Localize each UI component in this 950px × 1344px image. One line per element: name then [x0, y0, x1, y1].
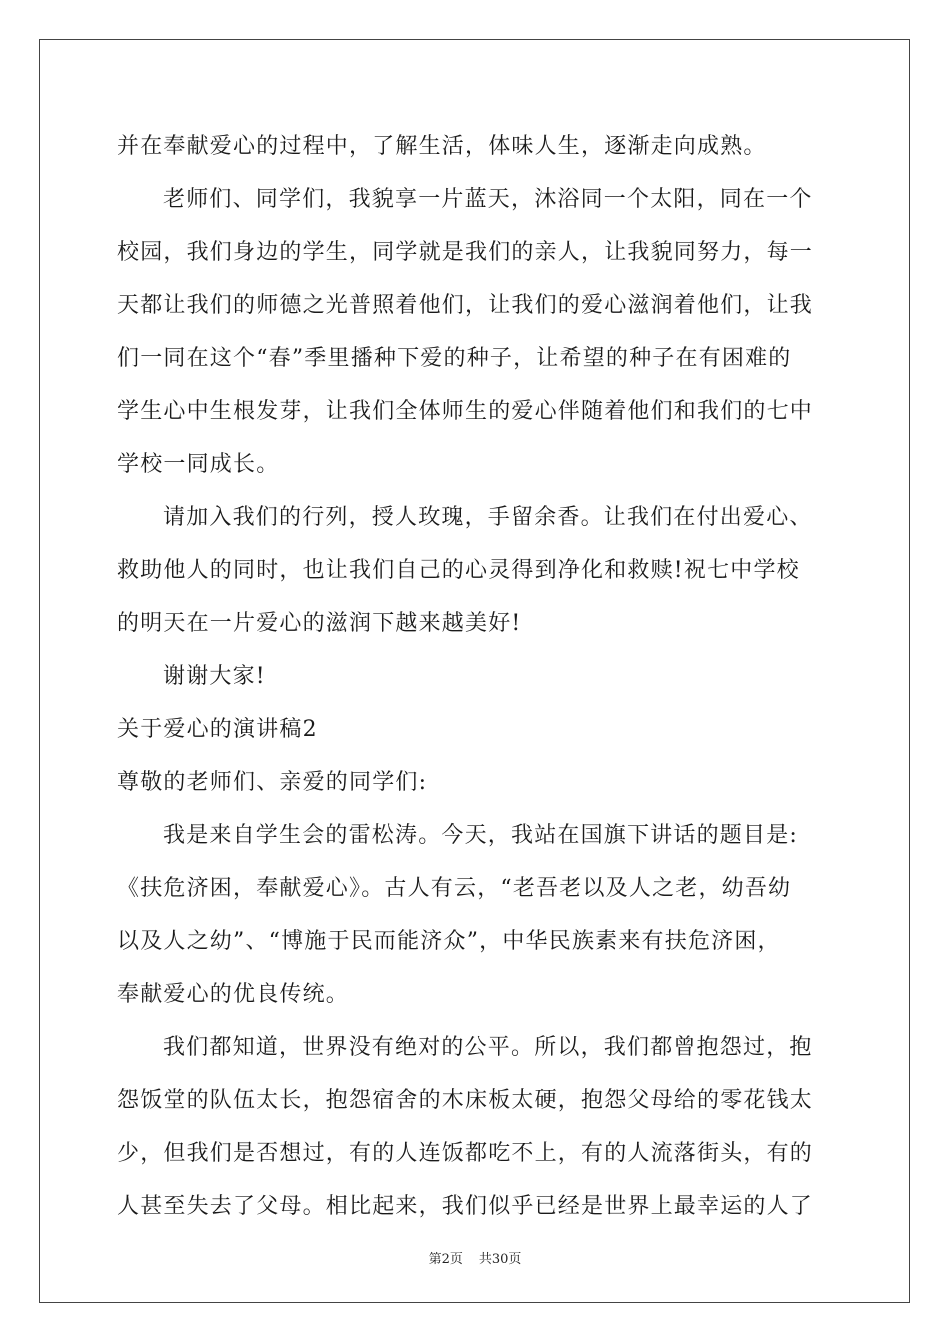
text-line: 以及人之幼”、“博施于民而能济众”，中华民族素来有扶危济困， [117, 929, 781, 954]
text-line: 学校一同成长。 [117, 452, 280, 477]
text-line: 人甚至失去了父母。相比起来，我们似乎已经是世界上最幸运的人了 [117, 1194, 814, 1219]
text-line: 谢谢大家! [163, 664, 266, 689]
text-line: 怨饭堂的队伍太长，抱怨宿舍的木床板太硬，抱怨父母给的零花钱太 [117, 1088, 814, 1113]
text-line: 我是来自学生会的雷松涛。今天，我站在国旗下讲话的题目是: [163, 823, 799, 848]
text-line: 少，但我们是否想过，有的人连饭都吃不上，有的人流落街头，有的 [117, 1141, 814, 1166]
text-line: 学生心中生根发芽，让我们全体师生的爱心伴随着他们和我们的七中 [117, 399, 814, 424]
text-line: 天都让我们的师德之光普照着他们，让我们的爱心滋润着他们，让我 [117, 293, 814, 318]
text-line: 请加入我们的行列，授人玫瑰，手留余香。让我们在付出爱心、 [163, 505, 813, 530]
document-body [117, 120, 837, 1233]
text-line: 的明天在一片爱心的滋润下越来越美好! [117, 611, 522, 636]
section-heading: 关于爱心的演讲稿2 [117, 717, 318, 742]
text-line: 校园，我们身边的学生，同学就是我们的亲人，让我貌同努力，每一 [117, 240, 814, 265]
text-line: 们一同在这个“春”季里播种下爱的种子，让希望的种子在有困难的 [117, 346, 792, 371]
salutation: 尊敬的老师们、亲爱的同学们: [117, 770, 428, 795]
text-line: 救助他人的同时，也让我们自己的心灵得到净化和救赎!祝七中学校 [117, 558, 800, 583]
page-total: 共30页 [478, 1252, 522, 1267]
text-line: 老师们、同学们，我貌享一片蓝天，沐浴同一个太阳，同在一个 [163, 187, 813, 212]
page-number: 第2页 [428, 1252, 463, 1267]
text-line: 《扶危济困，奉献爱心》。古人有云，“老吾老以及人之老，幼吾幼 [117, 876, 792, 901]
text-line: 我们都知道，世界没有绝对的公平。所以，我们都曾抱怨过，抱 [163, 1035, 813, 1060]
page-footer [0, 1248, 950, 1267]
text-line: 奉献爱心的优良传统。 [117, 982, 350, 1007]
text-line: 并在奉献爱心的过程中，了解生活，体味人生，逐渐走向成熟。 [117, 134, 767, 159]
